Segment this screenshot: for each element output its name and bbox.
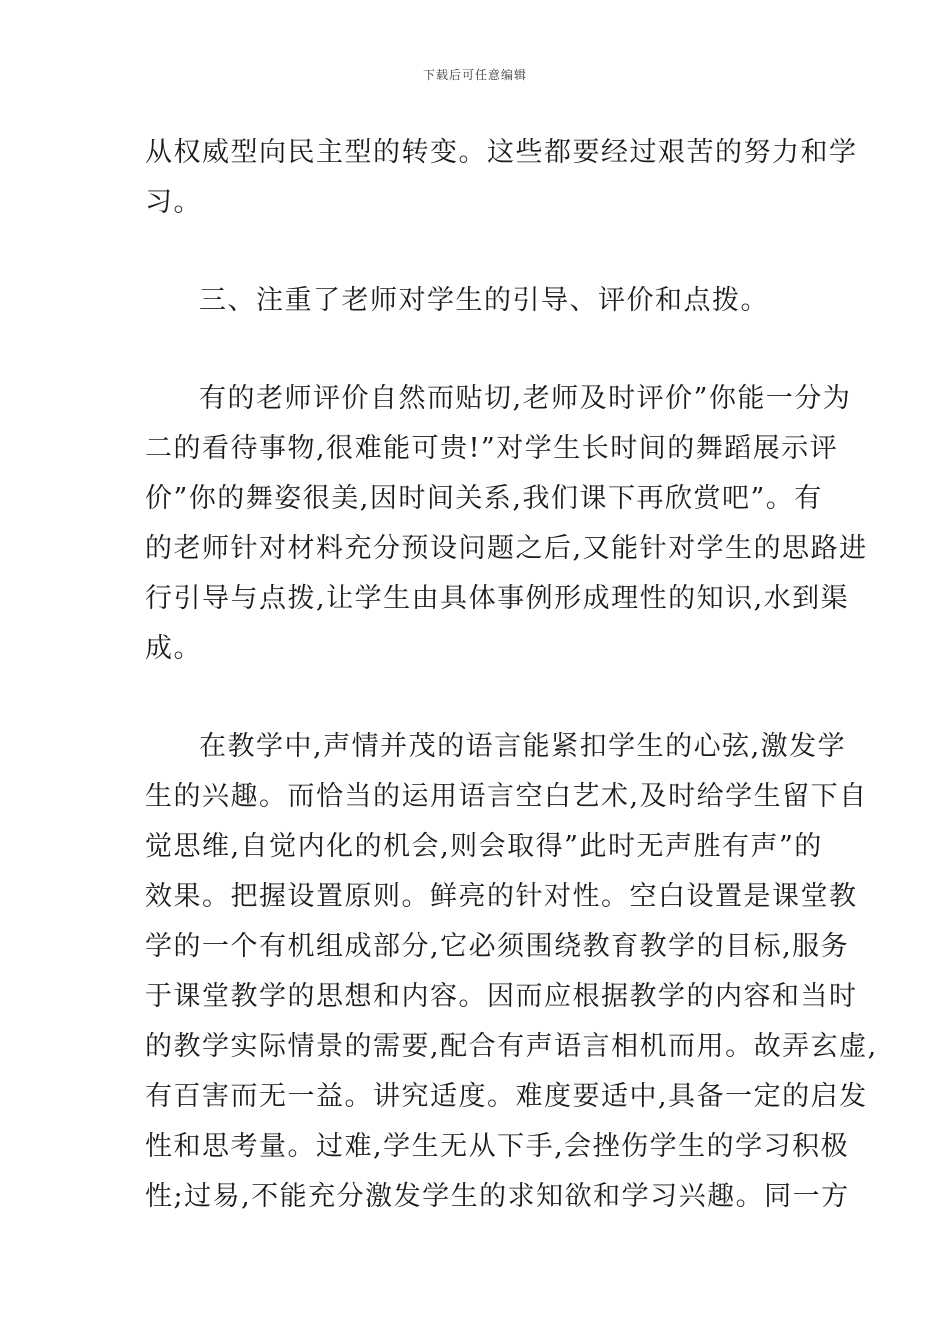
text-line: 在教学中,声情并茂的语言能紧扣学生的心弦,激发学: [199, 731, 847, 762]
text-line: 三、注重了老师对学生的引导、评价和点拨。: [199, 285, 769, 316]
text-line: 有的老师评价自然而贴切,老师及时评价”你能一分为: [199, 383, 852, 414]
text-line: 行引导与点拨,让学生由具体事例形成理性的知识,水到渠: [145, 583, 850, 614]
text-line: 的老师针对材料充分预设问题之后,又能针对学生的思路进: [145, 533, 868, 564]
text-line: 学的一个有机组成部分,它必须围绕教育教学的目标,服务: [145, 931, 850, 962]
paragraph: [145, 374, 868, 674]
text-line: 效果。把握设置原则。鲜亮的针对性。空白设置是课堂教: [145, 881, 858, 912]
document-body: [145, 128, 878, 1270]
header-note: 下载后可任意编辑: [422, 68, 527, 82]
text-line: 的教学实际情景的需要,配合有声语言相机而用。故弄玄虚,: [145, 1031, 878, 1062]
paragraph: [145, 722, 878, 1222]
section-heading: [145, 276, 815, 326]
text-line: 从权威型向民主型的转变。这些都要经过艰苦的努力和学: [145, 137, 858, 168]
text-line: 性;过易,不能充分激发学生的求知欲和学习兴趣。同一方: [145, 1181, 850, 1212]
text-line: 生的兴趣。而恰当的运用语言空白艺术,及时给学生留下自: [145, 781, 868, 812]
text-line: 价”你的舞姿很美,因时间关系,我们课下再欣赏吧”。有: [145, 483, 823, 514]
text-line: 成。: [145, 633, 202, 664]
text-line: 性和思考量。过难,学生无从下手,会挫伤学生的学习积极: [145, 1131, 850, 1162]
text-line: 有百害而无一益。讲究适度。难度要适中,具备一定的启发: [145, 1081, 868, 1112]
text-line: 二的看待事物,很难能可贵!”对学生长时间的舞蹈展示评: [145, 433, 839, 464]
text-line: 习。: [145, 187, 202, 218]
paragraph: [145, 128, 858, 228]
text-line: 觉思维,自觉内化的机会,则会取得”此时无声胜有声”的: [145, 831, 823, 862]
text-line: 于课堂教学的思想和内容。因而应根据教学的内容和当时: [145, 981, 858, 1012]
